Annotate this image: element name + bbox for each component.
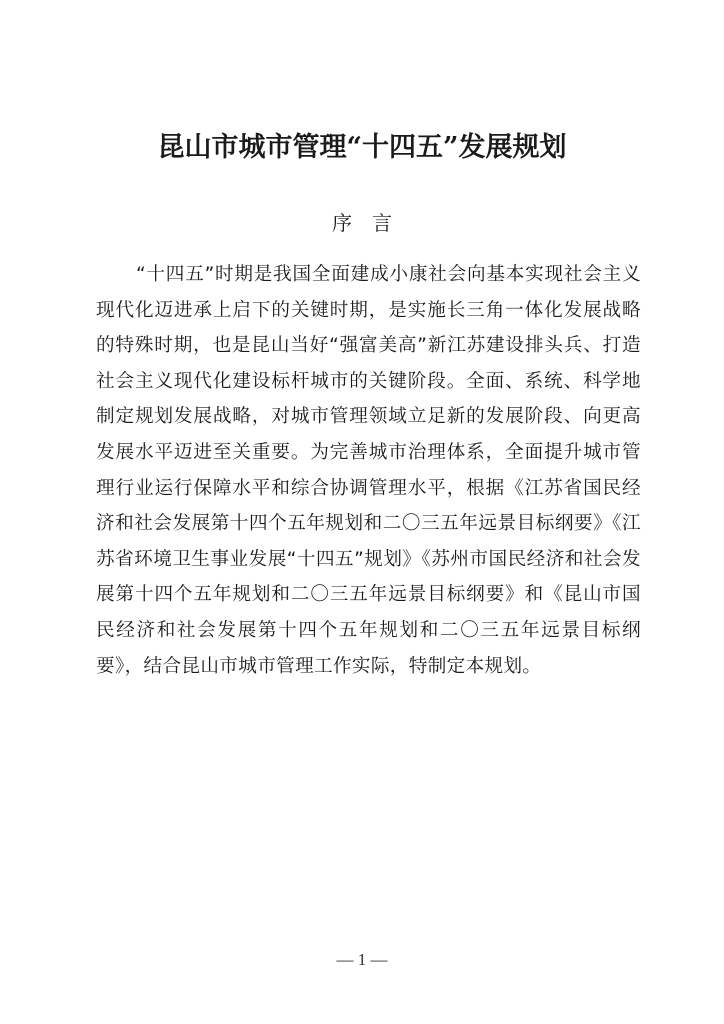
page-number: — 1 — [336,950,388,969]
document-title: 昆山市城市管理“十四五”发展规划 [157,132,567,163]
section-heading-second-char: 言 [372,211,392,235]
section-heading [0,206,724,240]
preface-paragraph: “十四五”时期是我国全面建成小康社会向基本实现社会主义现代化迈进承上启下的关键时期，是实施长三角一体化发展战略的特殊时期，也是昆山当好“强富美高”新江苏建设排头兵、打造社会主义现代化建设标杆城市的关键阶段。全面、系统、科学地制定规划发展战略，对城市管理领域立足新的发展阶段、向更高发展水平迈进至关重要。为完善城市治理体系，全面提升城市管理行业运行保障水平和综合协调管理水平，根据《江苏省国民经济和社会发展第十四个五年规划和二〇三五年远景目标纲要》《江苏省环境卫生事业发展“十四五”规划》《苏州市国民经济和社会发展第十四个五年规划和二〇三五年远景目标纲要》和《昆山市国民经济和社会发展第十四个五年规划和二〇三五年远景目标纲要》，结合昆山市城市管理工作实际，特制定本规划。 [96,264,641,677]
section-heading-first-char: 序 [332,211,352,235]
